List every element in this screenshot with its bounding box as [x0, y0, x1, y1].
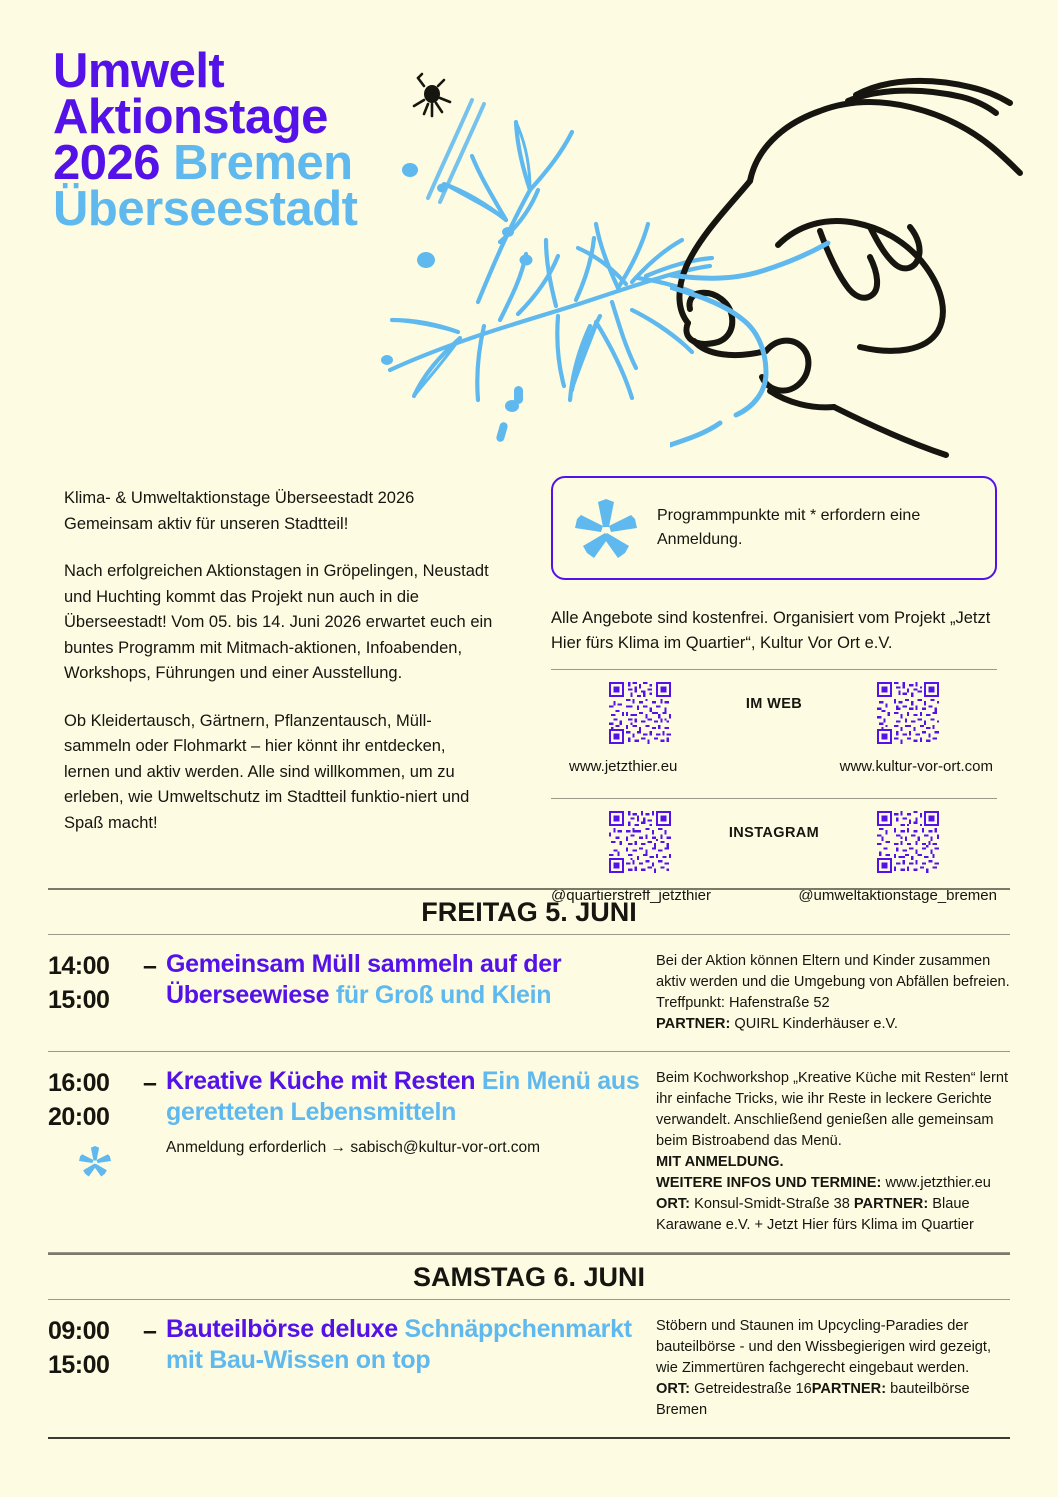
- event-title: [166, 1314, 646, 1376]
- event-description: [646, 1314, 1010, 1421]
- event-registration-note[interactable]: Anmeldung erforderlich → sabisch@kultur-vor-ort.com: [166, 1139, 541, 1156]
- web-captions: [551, 758, 997, 784]
- info-column: [551, 476, 997, 913]
- event-time-end: 20:00: [48, 1103, 110, 1131]
- event-main-column: [158, 1066, 646, 1236]
- asterisk-icon: [573, 495, 639, 561]
- event-title-main: Kreative Küche mit Resten: [166, 1067, 482, 1095]
- event-main-column: [158, 1314, 646, 1421]
- instagram-qr-row: [551, 799, 997, 887]
- poster-title: [53, 44, 358, 236]
- title-line-1: Umwelt: [53, 44, 225, 98]
- description-text: QUIRL Kinderhäuser e.V.: [730, 1016, 898, 1032]
- description-text: Stöbern und Staunen im Upcycling-Paradies der bauteilbörse - und den Wissbegierigen wird gezeigt, wie Zimmertüren fachgerecht eingebaut werden.: [656, 1318, 992, 1376]
- description-text: Getreidestraße 16: [690, 1381, 812, 1397]
- intro-paragraph-3: Ob Kleidertausch, Gärtnern, Pflanzentausch, Müll-sammeln oder Flohmarkt – hier könnt ihr entdecken, lernen und aktiv werden. Alle sind willkommen, um zu erleben, wie Umweltschutz im Stadtteil funktio-niert und Spaß macht!: [64, 711, 470, 832]
- qr-links-group: [551, 670, 997, 913]
- event-time-dash: –: [143, 1317, 157, 1345]
- description-label: PARTNER:: [853, 1196, 929, 1212]
- description-text: Konsul-Smidt-Straße 38: [690, 1196, 854, 1212]
- description-label: PARTNER:: [811, 1381, 887, 1397]
- description-text: bauteilbörse Bremen: [656, 1381, 970, 1418]
- instagram-left-caption[interactable]: @quartierstreff_jetzthier: [551, 887, 712, 904]
- description-label: PARTNER:: [656, 1016, 731, 1032]
- organizer-text: Alle Angebote sind kostenfrei. Organisiert vom Projekt „Jetzt Hier fürs Klima im Quartier“, Kultur Vor Ort e.V.: [551, 609, 991, 652]
- description-label: ORT:: [656, 1381, 691, 1397]
- description-text: Bei der Aktion können Eltern und Kinder zusammen aktiv werden und die Umgebung von Abfällen befreien. Treffpunkt: Hafenstraße 52: [656, 953, 1010, 1011]
- day-heading: SAMSTAG 6. JUNI: [412, 1262, 646, 1292]
- event-asterisk-icon: [78, 1144, 112, 1178]
- event-time-block: [48, 949, 158, 1035]
- program-event: [48, 1052, 1010, 1252]
- event-title-sub: für Groß und Klein: [335, 981, 552, 1009]
- description-label: ORT:: [656, 1196, 691, 1212]
- event-time-block: [48, 1066, 158, 1236]
- event-time-start: 16:00: [48, 1069, 110, 1097]
- title-city: Bremen: [173, 136, 353, 190]
- qr-code-umweltaktionstage-instagram[interactable]: [877, 811, 939, 873]
- web-left-caption[interactable]: www.jetzthier.eu: [569, 758, 678, 775]
- insect-icon: [414, 74, 450, 116]
- hero-section: [0, 0, 1058, 470]
- web-qr-row: [551, 670, 997, 758]
- program-bottom-rule: [48, 1437, 1010, 1439]
- event-time-block: [48, 1314, 158, 1421]
- event-time-start: 14:00: [48, 952, 110, 980]
- qr-code-kultur-vor-ort[interactable]: [877, 682, 939, 744]
- program-event: [48, 935, 1010, 1051]
- title-line-3: [53, 136, 357, 190]
- event-time-dash: –: [143, 1069, 157, 1097]
- intro-text: [64, 486, 494, 836]
- event-title-main: Gemeinsam Müll sammeln auf der Überseewiese: [166, 950, 562, 1009]
- web-right-caption[interactable]: www.kultur-vor-ort.com: [839, 758, 993, 775]
- title-line-2: Aktionstage: [53, 90, 328, 144]
- qr-code-quartierstreff-instagram[interactable]: [609, 811, 671, 873]
- qr-code-jetzthier[interactable]: [609, 682, 671, 744]
- event-title-sub: Ein Menü aus geretteten Lebensmitteln: [166, 1067, 640, 1126]
- event-time-end: 15:00: [48, 1351, 110, 1379]
- description-label: WEITERE INFOS UND TERMINE:: [656, 1175, 882, 1191]
- event-time-start: 09:00: [48, 1317, 110, 1345]
- registration-notice-text: Programmpunkte mit * erfordern eine Anmeldung.: [657, 507, 921, 548]
- event-time-end: 15:00: [48, 986, 110, 1014]
- event-description: [646, 949, 1010, 1035]
- description-label: MIT ANMELDUNG.: [656, 1154, 784, 1170]
- registration-notice-box: [551, 476, 997, 580]
- title-line-4: Überseestadt: [53, 182, 358, 236]
- event-title-main: Bauteilbörse deluxe: [166, 1315, 405, 1343]
- event-main-column: [158, 949, 646, 1035]
- intro-paragraph-1: Klima- & Umweltaktionstage Überseestadt 2026 Gemeinsam aktiv für unseren Stadtteil!: [64, 489, 415, 533]
- day-heading: FREITAG 5. JUNI: [421, 897, 637, 927]
- event-description: [646, 1066, 1010, 1236]
- intro-paragraph-2: Nach erfolgreichen Aktionstagen in Gröpelingen, Neustadt und Huchting kommt das Projekt nun auch in die Überseestadt! Vom 05. bis 14. Juni 2026 erwartet euch ein buntes Programm mit Mitmach-aktionen, Infoabenden, Workshops, Führungen und einer Ausstellung.: [64, 562, 493, 682]
- hand-illustration: [670, 55, 1040, 465]
- event-title-sub: Schnäppchenmarkt mit Bau-Wissen on top: [166, 1315, 632, 1374]
- description-text: Blaue Karawane e.V. + Jetzt Hier fürs Klima im Quartier: [656, 1196, 974, 1233]
- event-time-dash: –: [143, 952, 157, 980]
- description-text: www.jetzthier.eu: [881, 1175, 991, 1191]
- title-year: 2026: [53, 136, 161, 190]
- instagram-label: INSTAGRAM: [728, 825, 820, 841]
- instagram-right-caption[interactable]: @umweltaktionstage_bremen: [798, 887, 997, 904]
- program-event: [48, 1300, 1010, 1437]
- event-title: [166, 949, 646, 1011]
- program-section: [48, 888, 1010, 1439]
- web-label: IM WEB: [745, 696, 803, 712]
- event-title: [166, 1066, 646, 1128]
- description-text: Beim Kochworkshop „Kreative Küche mit Resten“ lernt ihr einfache Tricks, wie ihr Reste in leckere Gerichte verwandelt. Anschließend genießen alle gemeinsam beim Bistroabend das Menü.: [656, 1070, 1009, 1149]
